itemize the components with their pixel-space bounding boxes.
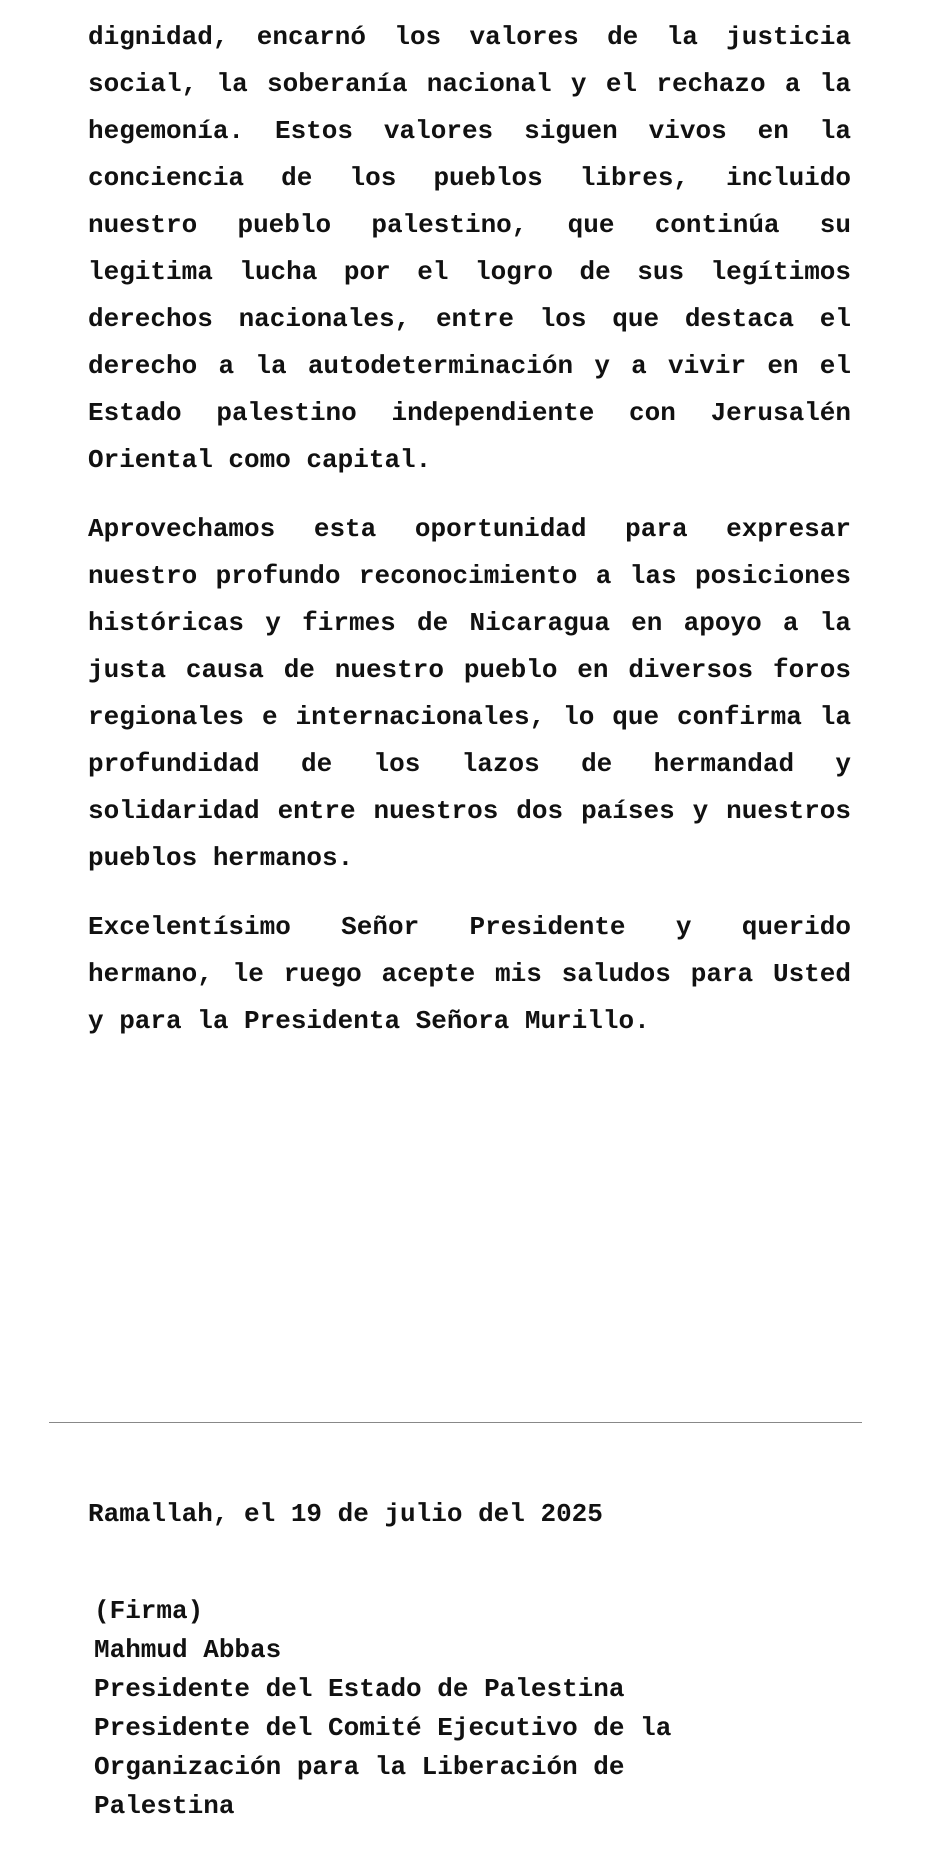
signature-note: (Firma) <box>94 1596 204 1626</box>
signature-block <box>94 1592 874 1826</box>
section-divider <box>49 1422 862 1423</box>
signatory-title-2: Presidente del Comité Ejecutivo de la <box>94 1713 672 1743</box>
body-paragraph-2: Aprovechamos esta oportunidad para expresar nuestro profundo reconocimiento a las posiciones históricas y firmes de Nicaragua en apoyo a la justa causa de nuestro pueblo en diversos foros regionales e internacionales, lo que confirma la profundidad de los lazos de hermandad y solidaridad entre nuestros dos países y nuestros pueblos hermanos. <box>88 514 851 873</box>
dateline: Ramallah, el 19 de julio del 2025 <box>88 1499 603 1529</box>
signatory-title-4: Palestina <box>94 1791 235 1821</box>
signatory-title-3: Organización para la Liberación de <box>94 1752 625 1782</box>
letter-body <box>88 14 851 1067</box>
signatory-title-1: Presidente del Estado de Palestina <box>94 1674 625 1704</box>
body-paragraph-1: dignidad, encarnó los valores de la justicia social, la soberanía nacional y el rechazo a la hegemonía. Estos valores siguen vivos en la conciencia de los pueblos libres, incluido nuestro pueblo palestino, que continúa su legitima lucha por el logro de sus legítimos derechos nacionales, entre los que destaca el derecho a la autodeterminación y a vivir en el Estado palestino independiente con Jerusalén Oriental como capital. <box>88 22 851 475</box>
body-paragraph-3: Excelentísimo Señor Presidente y querido hermano, le ruego acepte mis saludos para Usted y para la Presidenta Señora Murillo. <box>88 912 851 1036</box>
signatory-name: Mahmud Abbas <box>94 1635 282 1665</box>
